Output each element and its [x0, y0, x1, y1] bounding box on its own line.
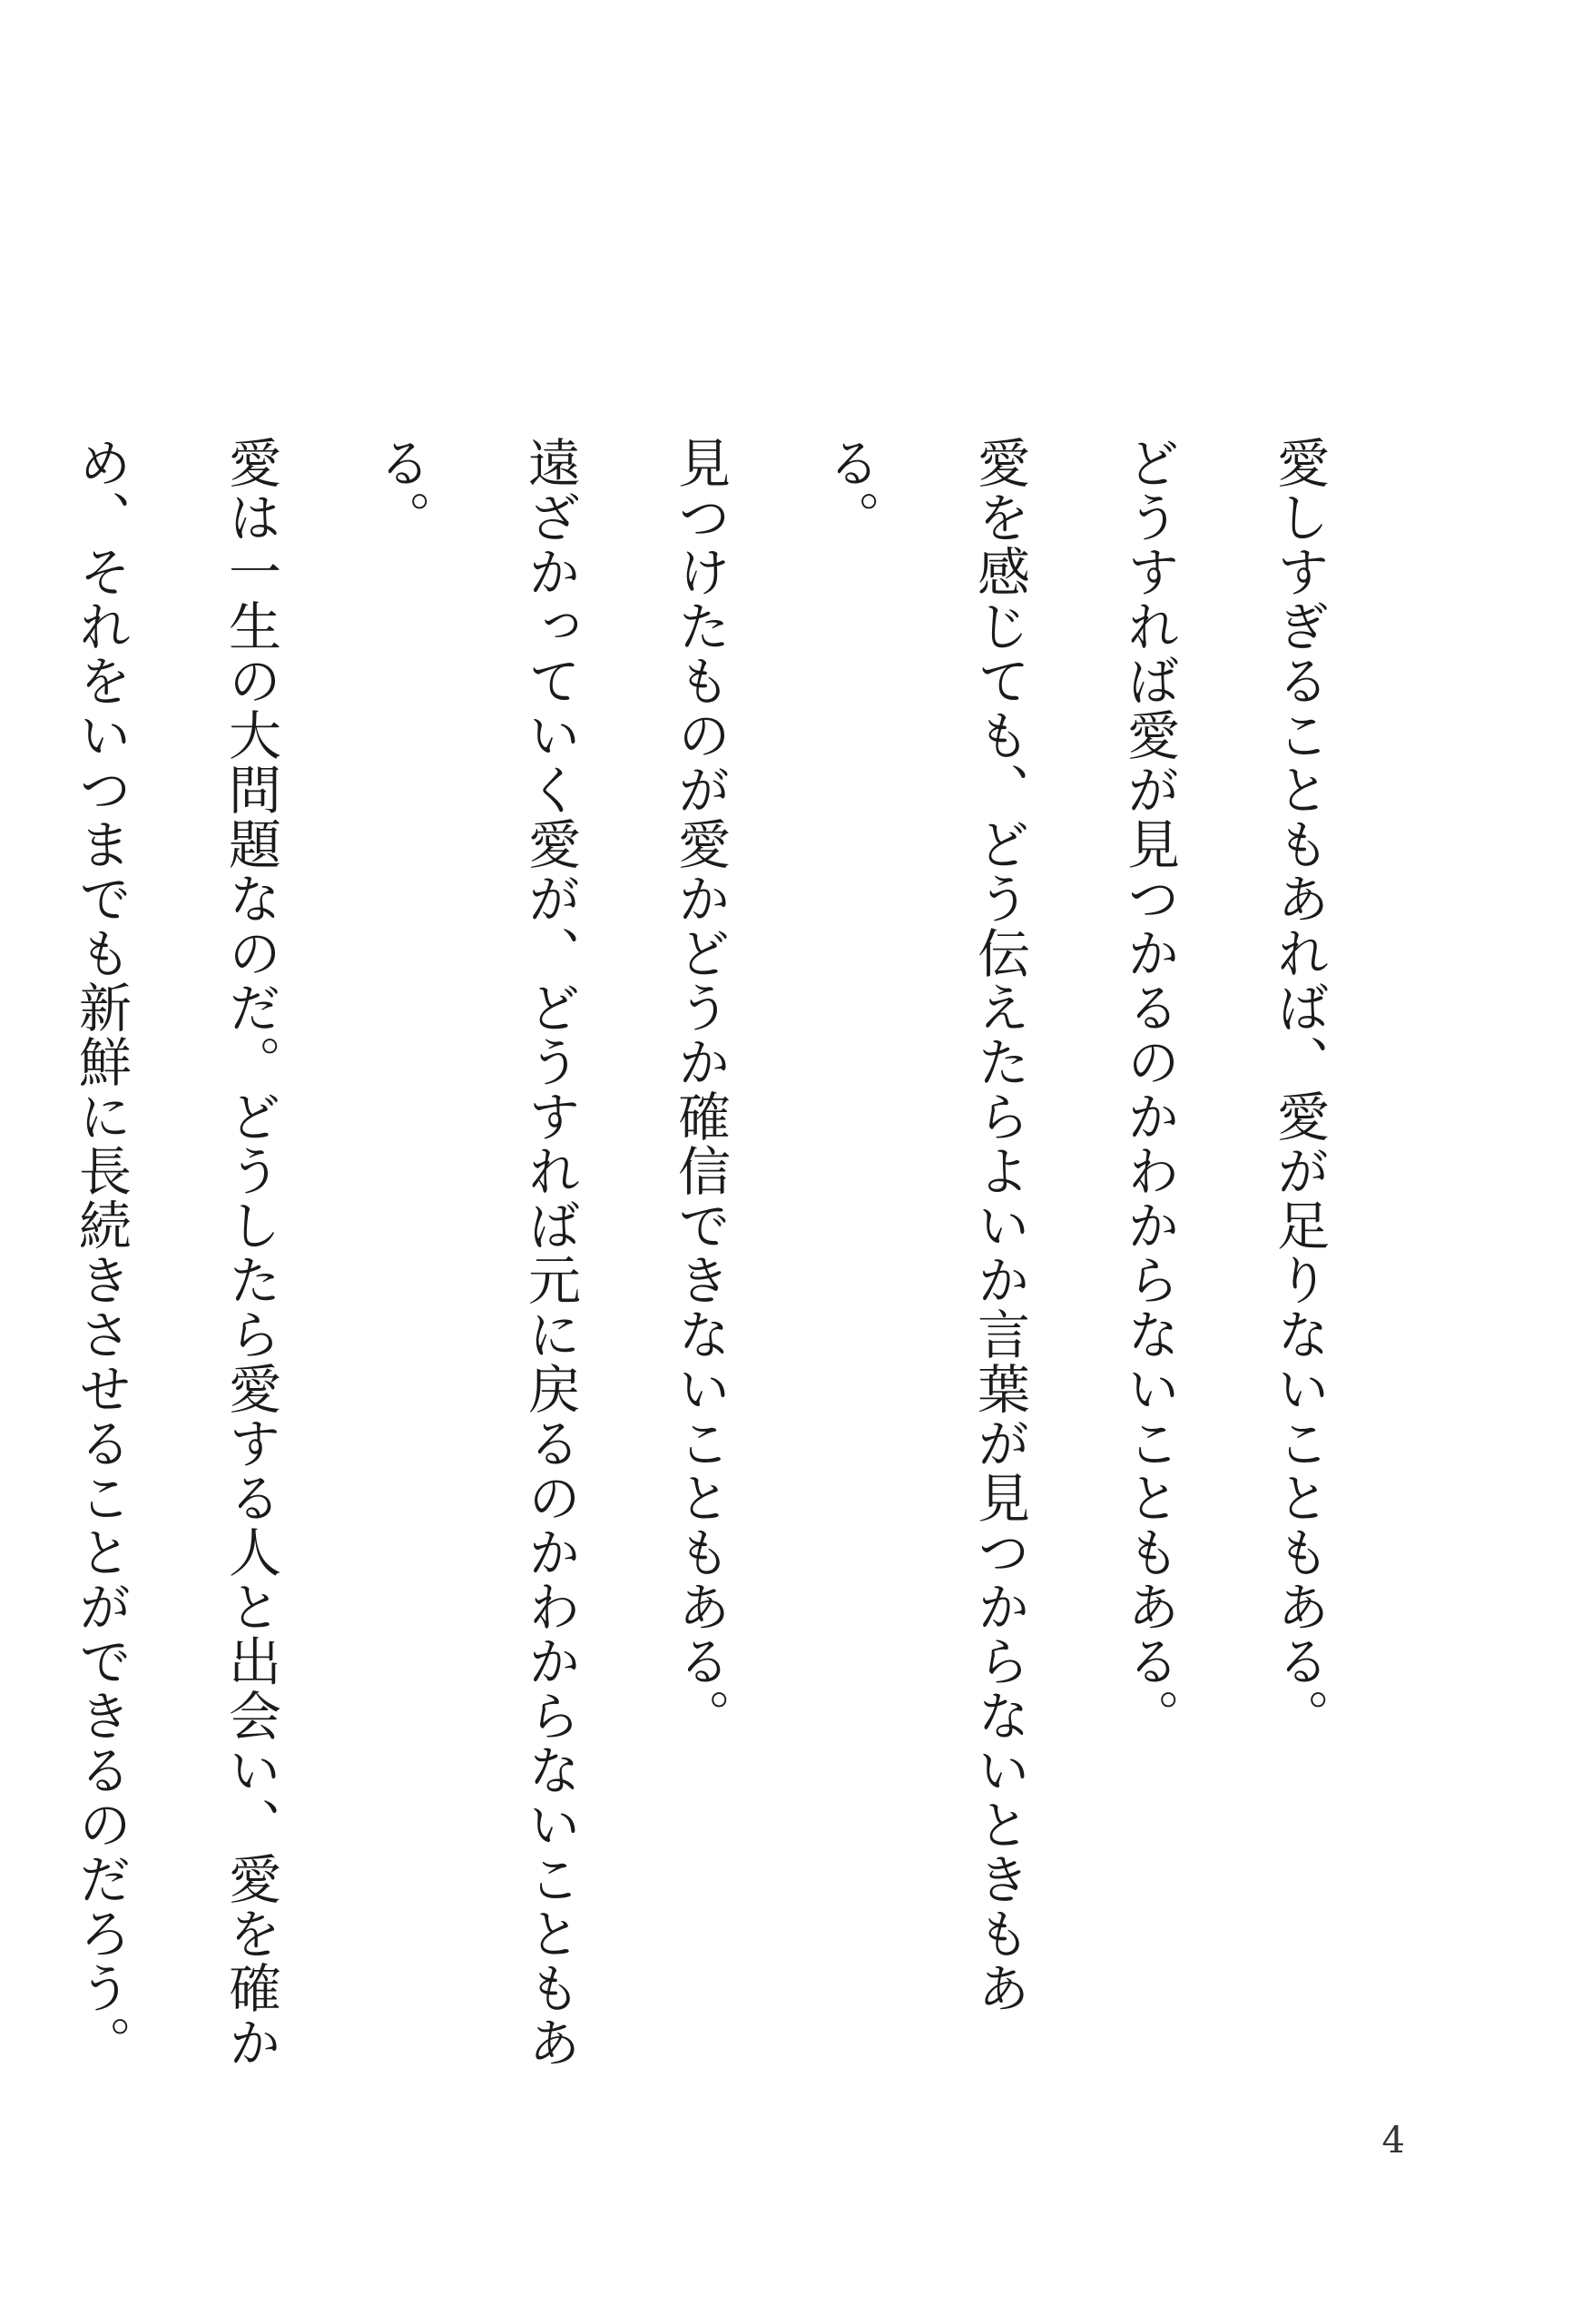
body-text: [0, 436, 1373, 2115]
paragraph-4: 見つけたものが愛かどうか確信できないこともある。: [669, 436, 731, 1743]
paragraph-6: 愛は一生の大問題なのだ。どうしたら愛する人と出会い、愛を確かめ、それをいつまでも新鮮に長続きさせることができるのだろう。: [70, 436, 281, 2070]
paragraph-1: 愛しすぎることもあれば、愛が足りないこともある。: [1268, 436, 1330, 1743]
paragraph-5: 遠ざかっていく愛が、どうすれば元に戻るのかわからないこともある。: [369, 436, 581, 2070]
page-number: 4: [1381, 2120, 1405, 2162]
paragraph-2: どうすれば愛が見つかるのかわからないこともある。: [1118, 436, 1180, 1743]
paragraph-3: 愛を感じても、どう伝えたらよいか言葉が見つからないときもある。: [819, 436, 1030, 2015]
